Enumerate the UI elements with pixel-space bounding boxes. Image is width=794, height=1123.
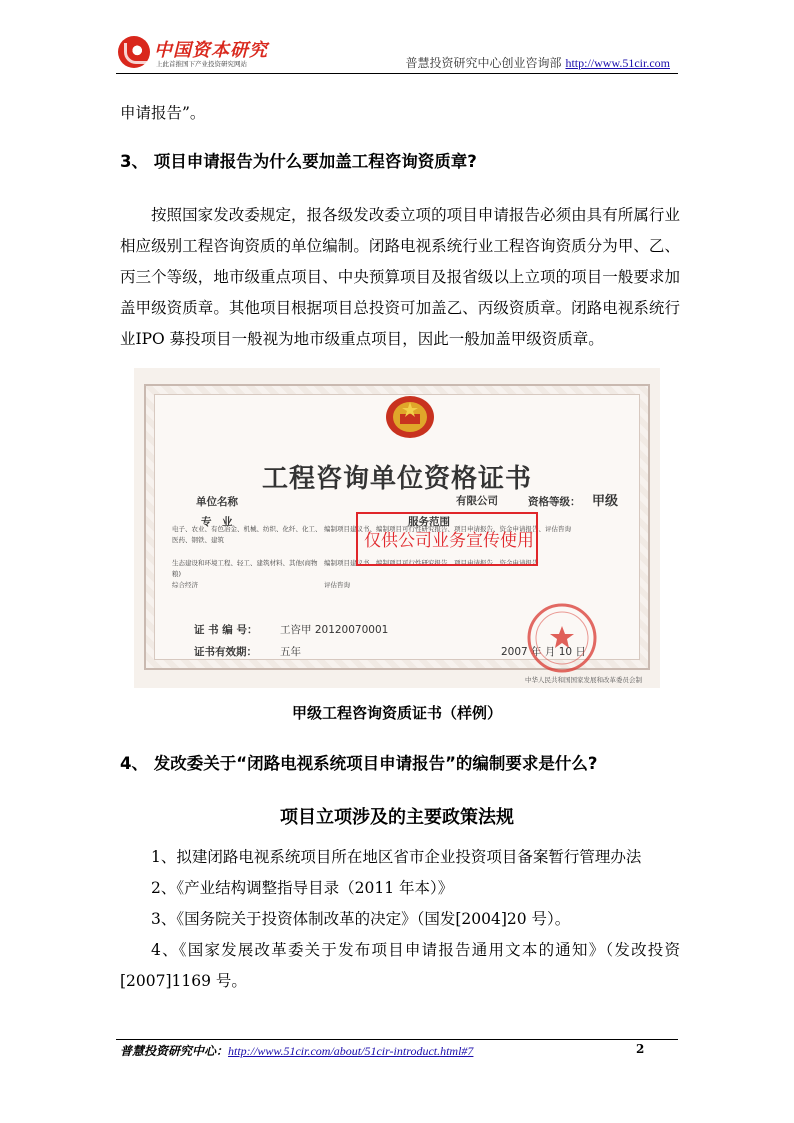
specialty-line-3: 综合经济 (172, 581, 198, 589)
list-item: 3、《国务院关于投资体制改革的决定》（国发[2004]20 号）。 (151, 910, 571, 928)
cert-number-label: 证 书 编 号： (194, 624, 258, 636)
specialty-line-1: 电子、农业、有色冶金、机械、纺织、化纤、化工、医药、钢铁、建筑 (172, 525, 322, 544)
specialty-line-2: 生态建设和环境工程、轻工、建筑材料、其他(商物粮) (172, 559, 318, 578)
footer-info (120, 1042, 473, 1059)
cert-number: 工咨甲 20120070001 (280, 624, 389, 636)
page-header (116, 32, 678, 74)
watermark-text: 仅供公司业务宣传使用 (364, 531, 534, 551)
certificate-title: 工程咨询单位资格证书 (261, 464, 532, 494)
national-emblem-icon (381, 390, 439, 440)
scope-line-1: 编制项目建议书、编制项目可行性研究报告、项目申请报告、资金申请报告、评估咨询 (324, 525, 571, 533)
footer-divider (116, 1039, 678, 1040)
issue-date: 2007 年 月 10 日 (501, 646, 586, 658)
section-heading-3: 3、 项目申请报告为什么要加盖工程咨询资质章? (120, 152, 477, 171)
section-heading-4: 4、 发改委关于“闭路电视系统项目申请报告”的编制要求是什么? (120, 754, 598, 773)
footer-url-link[interactable]: http://www.51cir.com/about/51cir-introduct.html#7 (228, 1044, 474, 1058)
image-caption: 甲级工程咨询资质证书（样例） (291, 704, 502, 722)
logo (116, 32, 286, 72)
header-url-link[interactable]: http://www.51cir.com (565, 56, 670, 70)
specialty-label: 专 业 (201, 516, 233, 528)
valid-period-label: 证书有效期： (194, 646, 257, 658)
grade-value: 甲级 (592, 494, 619, 509)
unit-name-label: 单位名称 (196, 496, 238, 508)
certificate-image (134, 368, 660, 688)
list-item: 2、《产业结构调整指导目录（2011 年本）》 (151, 879, 454, 897)
policy-title: 项目立项涉及的主要政策法规 (280, 807, 514, 828)
header-divider (116, 73, 678, 74)
official-seal-icon (526, 602, 598, 674)
scope-label: 服务范围 (408, 516, 450, 528)
continuation-text: 申请报告”。 (120, 104, 206, 122)
section-3-paragraph: 按照国家发改委规定，报各级发改委立项的项目申请报告必须由具有所属行业相应级别工程咨询资质的单位编制。闭路电视系统行业工程咨询资质分为甲、乙、丙三个等级，地市级重点项目、中央预算项目及报省级以上立项的项目一般要求加盖甲级资质章。其他项目根据项目总投资可加盖乙、丙级资质章。闭路电视系统行业IPO 募投项目一般视为地市级重点项目，因此一般加盖甲级资质章。 (120, 206, 680, 348)
header-info (405, 54, 670, 71)
scope-line-3: 评估咨询 (324, 581, 350, 589)
list-item: 4、《国家发展改革委关于发布项目申请报告通用文本的通知》（发改投资[2007]1169 号。 (120, 941, 680, 990)
header-center-name: 普慧投资研究中心创业咨询部 (405, 56, 562, 70)
page-number: 2 (636, 1042, 645, 1056)
logo-subtitle: 上此首推国下产业投资研究网站 (156, 60, 247, 68)
grade-label: 资格等级： (528, 496, 581, 508)
policy-list (120, 842, 680, 997)
footer-label: 普慧投资研究中心： (120, 1044, 229, 1058)
logo-mark-icon (118, 36, 150, 68)
certificate-border (144, 384, 650, 670)
list-item: 1、拟建闭路电视系统项目所在地区省市企业投资项目备案暂行管理办法 (151, 848, 642, 866)
valid-period: 五年 (280, 646, 301, 658)
issuer-text: 中华人民共和国国家发展和改革委员会制 (525, 676, 642, 684)
company-name: 有限公司 (456, 495, 498, 507)
scope-line-2: 编制项目建议书、编制项目可行性研究报告、项目申请报告、资金申请报告 (324, 559, 539, 567)
logo-text: 中国资本研究 (154, 40, 268, 61)
